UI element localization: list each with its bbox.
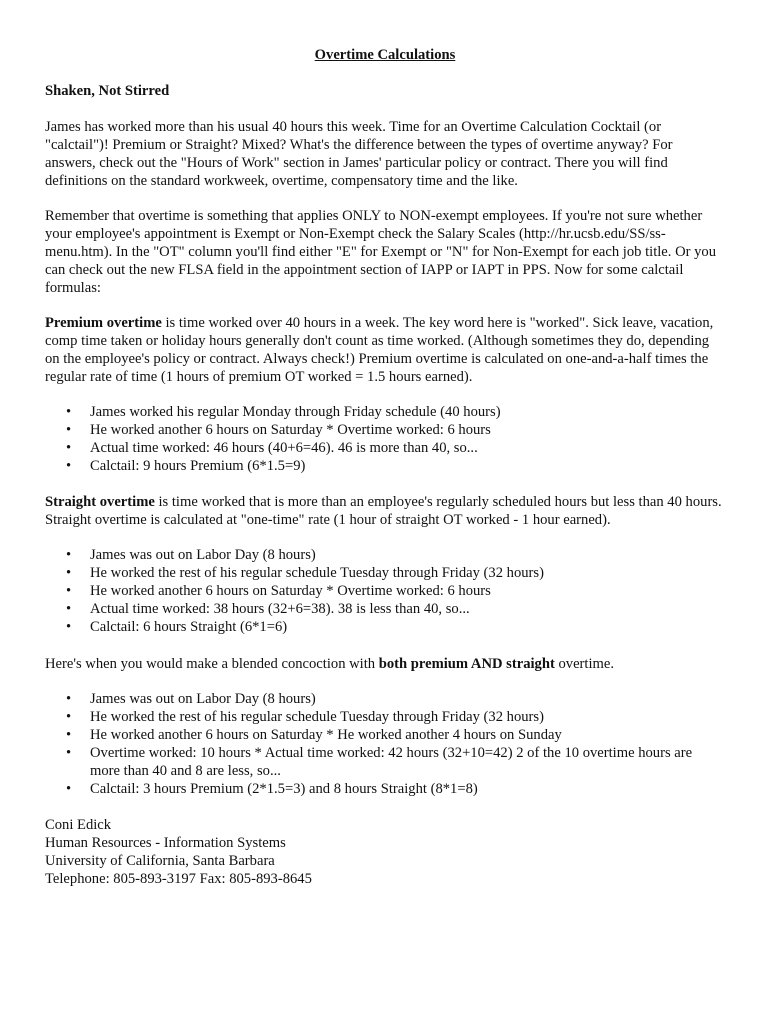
bullet-icon: • [66,404,72,420]
list-item: • Actual time worked: 46 hours (40+6=46). 46 is more than 40, so... [66,440,478,456]
list-item: • He worked the rest of his regular schedule Tuesday through Friday (32 hours) [66,709,544,725]
list-item: • James was out on Labor Day (8 hours) [66,691,316,707]
straight-paragraph [45,493,725,529]
remember-paragraph: Remember that overtime is something that applies ONLY to NON-exempt employees. If you're not sure whether your employee's appointment is Exempt or Non-Exempt check the Salary Scales (http://hr.ucsb.edu/SS/ss-menu.htm). In the "OT" column you'll find either "E" for Exempt or "N" for Non-Exempt for each job title. Or you can check out the new FLSA field in the appointment section of IAPP or IAPT in PPS. Now for some calctail formulas: [45,208,717,296]
bullet-icon: • [66,458,72,474]
signature-org: University of California, Santa Barbara [45,853,275,869]
bullet-icon: • [66,709,72,725]
list-item: • James was out on Labor Day (8 hours) [66,547,316,563]
bullet-icon: • [66,422,72,438]
bullet-icon: • [66,691,72,707]
bullet-icon: • [66,565,72,581]
intro-paragraph: James has worked more than his usual 40 hours this week. Time for an Overtime Calculation Cocktail (or "calctail")! Premium or Straight? Mixed? What's the difference between the types of overtime anyway? For answers, check out the "Hours of Work" section in James' particular policy or contract. There you will find definitions on the standard workweek, overtime, compensatory time and the like. [45,119,673,189]
premium-list [45,403,725,475]
list-item: • James worked his regular Monday through Friday schedule (40 hours) [66,404,501,420]
list-item: • Calctail: 9 hours Premium (6*1.5=9) [66,458,306,474]
bullet-icon: • [66,583,72,599]
bullet-icon: • [66,727,72,743]
premium-paragraph [45,314,725,386]
signature-block [45,816,725,888]
list-item: • He worked another 6 hours on Saturday * Overtime worked: 6 hours [66,422,491,438]
list-item: • He worked the rest of his regular schedule Tuesday through Friday (32 hours) [66,565,544,581]
blended-paragraph: Here's when you would make a blended concoction with both premium AND straight overtime. [45,656,614,672]
straight-term: Straight overtime [45,494,155,510]
signature-name: Coni Edick [45,817,112,833]
premium-term: Premium overtime [45,315,162,331]
list-item: • Calctail: 6 hours Straight (6*1=6) [66,619,288,635]
straight-text: is time worked that is more than an employee's regularly scheduled hours but less than 40 hours. Straight overtime is calculated at "one-time" rate (1 hour of straight OT worked - 1 hour earned). [45,494,722,528]
premium-text: is time worked over 40 hours in a week. The key word here is "worked". Sick leave, vacation, comp time taken or holiday hours generally don't count as time worked. (Although sometimes they do, depending on the employee's policy or contract. Always check!) Premium overtime is calculated on one-and-a-half times the regular rate of time (1 hours of premium OT worked = 1.5 hours earned). [45,315,714,385]
straight-list [45,546,725,636]
blended-list [45,690,725,798]
list-item: • Calctail: 3 hours Premium (2*1.5=3) and 8 hours Straight (8*1=8) [66,781,478,797]
blended-emphasis: both premium AND straight [378,656,555,672]
section-heading: Shaken, Not Stirred [45,83,170,99]
bullet-icon: • [66,619,72,635]
bullet-icon: • [66,601,72,617]
bullet-icon: • [66,547,72,563]
bullet-icon: • [66,440,72,456]
bullet-icon: • [66,781,72,797]
list-item: • He worked another 6 hours on Saturday * Overtime worked: 6 hours [66,583,491,599]
signature-phone: Telephone: 805-893-3197 Fax: 805-893-8645 [45,871,312,887]
list-item: • He worked another 6 hours on Saturday * He worked another 4 hours on Sunday [66,727,562,743]
list-item: • Overtime worked: 10 hours * Actual time worked: 42 hours (32+10=42) 2 of the 10 overtime hours are more than 40 and 8 are less, so... [66,745,693,779]
page-title: Overtime Calculations [314,47,456,63]
bullet-icon: • [66,745,72,761]
list-item: • Actual time worked: 38 hours (32+6=38). 38 is less than 40, so... [66,601,470,617]
signature-dept: Human Resources - Information Systems [45,835,286,851]
